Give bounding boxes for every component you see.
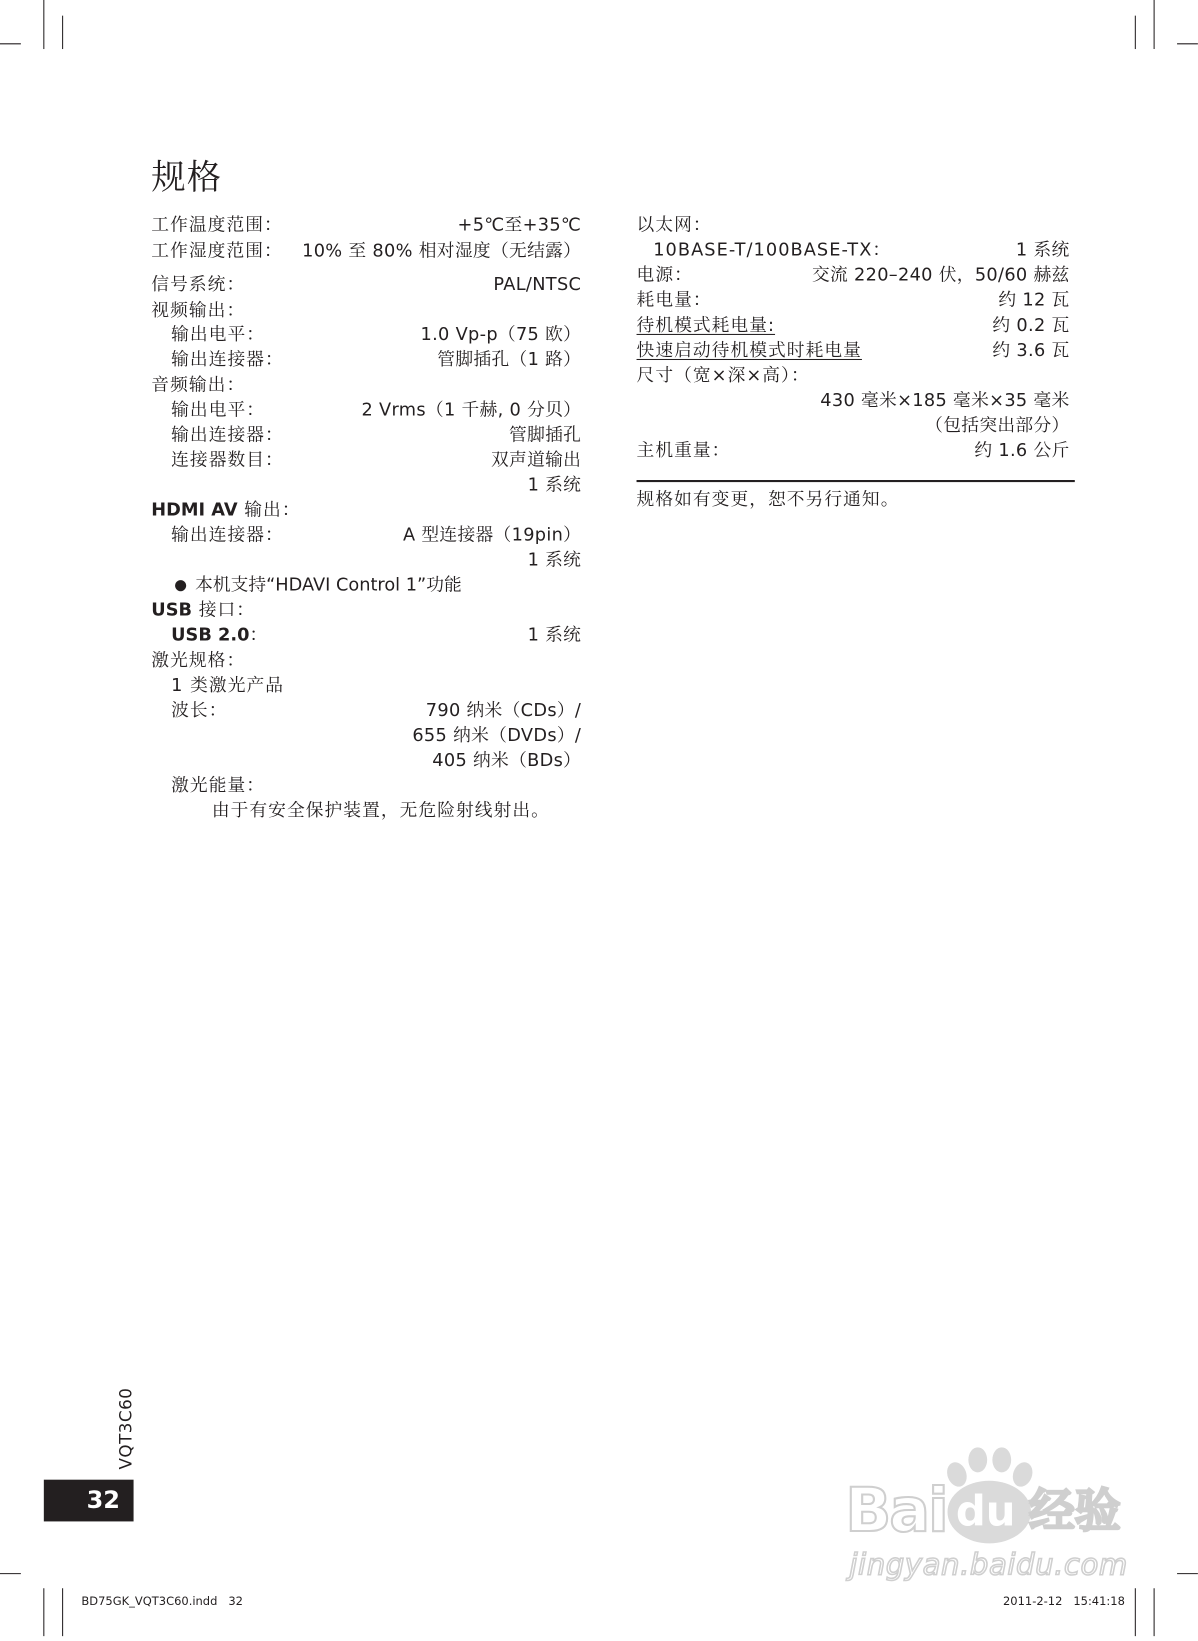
spec-row-operating-humidity — [151, 239, 581, 264]
spec-label: 尺寸（宽×深×高）： — [636, 365, 810, 387]
spec-row-operating-temperature — [151, 213, 581, 238]
spec-label: 激光能量： — [171, 775, 266, 797]
notice-text: 规格如有变更，恕不另行通知。 — [636, 489, 900, 511]
spec-label: 工作湿度范围： — [151, 241, 283, 262]
spec-heading: 激光规格： — [151, 650, 246, 671]
spec-row-audio-connector — [151, 423, 581, 448]
spec-label: 输出连接器： — [171, 424, 284, 446]
spec-row-signal-system — [151, 272, 581, 297]
spec-heading-hdmi-output — [151, 498, 581, 523]
spec-heading-usb — [151, 598, 581, 623]
spec-label-strong: USB 2.0 — [171, 625, 250, 646]
spec-row-audio-level — [151, 398, 581, 423]
spec-heading: 音频输出： — [151, 374, 246, 396]
spec-row-dimensions-value — [637, 388, 1070, 413]
spec-label: 输出电平： — [171, 324, 266, 346]
spec-label: 工作温度范围： — [151, 214, 283, 236]
spec-row-dimensions — [637, 363, 1070, 388]
spec-row-standby-power — [637, 313, 1070, 338]
spec-label: 1 类激光产品 — [171, 675, 285, 697]
spec-value: 由于有安全保护装置，无危险射线射出。 — [211, 800, 550, 822]
spec-value: 1.0 Vp-p（75 欧） — [420, 324, 582, 346]
spec-value: +5℃至+35℃ — [457, 214, 582, 236]
page-number-box — [44, 1480, 134, 1522]
spec-heading: 视频输出： — [151, 300, 246, 322]
spec-row-usb-port — [151, 623, 581, 648]
spec-value: 10% 至 80% 相对湿度（无结露） — [302, 241, 582, 262]
spec-value: 约 0.2 瓦 — [992, 315, 1070, 337]
spec-row-hdmi-connector-cont — [151, 548, 581, 573]
spec-heading-strong: USB — [151, 600, 193, 621]
spec-row-hdmi-connector — [151, 523, 581, 548]
spec-row-laser-energy — [151, 773, 581, 798]
page-title: 规格 — [151, 156, 223, 198]
spec-value: 双声道输出 — [490, 449, 582, 471]
spec-label: 输出电平： — [171, 399, 266, 421]
spec-label-colon: ： — [249, 625, 269, 646]
spec-label: 输出连接器： — [171, 349, 284, 371]
spec-value: 管脚插孔 — [509, 424, 582, 446]
spec-row-audio-connector-count-cont — [151, 473, 581, 498]
spec-heading-ethernet — [637, 213, 1070, 238]
spec-row-video-connector — [151, 347, 581, 372]
spec-notice — [637, 487, 1070, 512]
bullet-icon: ● — [174, 577, 188, 594]
watermark-logo-cn: 经验 — [1028, 1484, 1121, 1539]
page-number: 32 — [86, 1486, 121, 1515]
spec-label — [171, 623, 268, 648]
spec-heading — [151, 498, 300, 523]
spec-value: 405 纳米（BDs） — [432, 750, 582, 772]
spec-label: 快速启动待机模式时耗电量 — [636, 340, 862, 362]
footer-filename: BD75GK_VQT3C60.indd 32 — [81, 1594, 243, 1609]
footer-timestamp: 2011-2-12 15:41:18 — [1002, 1594, 1125, 1609]
spec-heading-laser — [151, 648, 581, 673]
spec-row-power-consumption — [637, 288, 1070, 313]
spec-value: 管脚插孔（1 路） — [437, 349, 582, 371]
spec-value: 交流 220–240 伏，50/60 赫兹 — [811, 265, 1070, 286]
spec-row-ethernet — [637, 238, 1070, 263]
spec-heading: 以太网： — [636, 214, 712, 236]
spec-label: 电源： — [636, 265, 693, 286]
spec-heading — [151, 598, 255, 623]
spec-value: 430 毫米×185 毫米×35 毫米 — [820, 390, 1070, 412]
spec-row-dimensions-note — [637, 413, 1070, 438]
baidu-watermark — [835, 1445, 1138, 1591]
spec-row-laser-wavelength-2 — [151, 723, 581, 748]
spec-value: 约 1.6 公斤 — [974, 440, 1070, 462]
spec-label: 连接器数目： — [171, 449, 284, 471]
spec-label: 波长： — [171, 700, 228, 722]
spec-value: 1 系统 — [527, 549, 582, 571]
divider — [637, 480, 1075, 482]
spec-row-laser-class — [151, 673, 581, 698]
spec-heading-suffix: 输出： — [237, 499, 301, 521]
spec-label: 输出连接器： — [171, 524, 284, 546]
spec-row-video-level — [151, 322, 581, 347]
spec-row-laser-energy-value — [151, 798, 581, 823]
spec-heading-audio-output — [151, 373, 581, 398]
spec-value: 1 系统 — [527, 625, 582, 646]
spec-row-weight — [637, 438, 1070, 463]
watermark-url: jingyan.baidu.com — [849, 1547, 1128, 1582]
spec-heading-video-output — [151, 298, 581, 323]
spec-heading-strong: HDMI AV — [151, 499, 238, 521]
spec-value: 约 3.6 瓦 — [992, 340, 1070, 362]
spec-note-hdavi — [151, 573, 581, 598]
spec-heading-suffix: 接口： — [192, 600, 256, 621]
spec-value: 1 系统 — [1015, 240, 1070, 261]
spec-column-right — [637, 0, 1070, 835]
spec-row-quick-start-power — [637, 338, 1070, 363]
spec-label: 主机重量： — [636, 440, 731, 462]
spec-label: 待机模式耗电量: — [636, 315, 776, 337]
spec-value: 790 纳米（CDs）/ — [425, 700, 582, 722]
spec-value: 1 系统 — [527, 474, 582, 496]
spec-value: 2 Vrms（1 千赫, 0 分贝） — [361, 399, 582, 421]
spec-row-laser-wavelength-3 — [151, 748, 581, 773]
spec-value: 655 纳米（DVDs）/ — [412, 725, 582, 747]
spec-value: A 型连接器（19pin） — [402, 524, 582, 546]
spec-value: 约 12 瓦 — [998, 290, 1070, 311]
document-code: VQT3C60 — [115, 1387, 136, 1470]
spec-label: 信号系统： — [151, 274, 246, 296]
spec-value: PAL/NTSC — [493, 274, 582, 296]
watermark-logo-bai: Bai — [845, 1474, 947, 1546]
spec-column-left — [151, 0, 581, 835]
spec-value: （包括突出部分） — [925, 415, 1070, 437]
spec-row-power-supply — [637, 263, 1070, 288]
watermark-logo-du: du — [955, 1488, 1016, 1537]
spec-row-laser-wavelength — [151, 698, 581, 723]
spec-label: 耗电量： — [636, 290, 712, 311]
spec-row-audio-connector-count — [151, 448, 581, 473]
spec-label: 10BASE-T/100BASE-TX： — [653, 240, 892, 261]
spec-note-text: 本机支持“HDAVI Control 1”功能 — [195, 574, 462, 596]
